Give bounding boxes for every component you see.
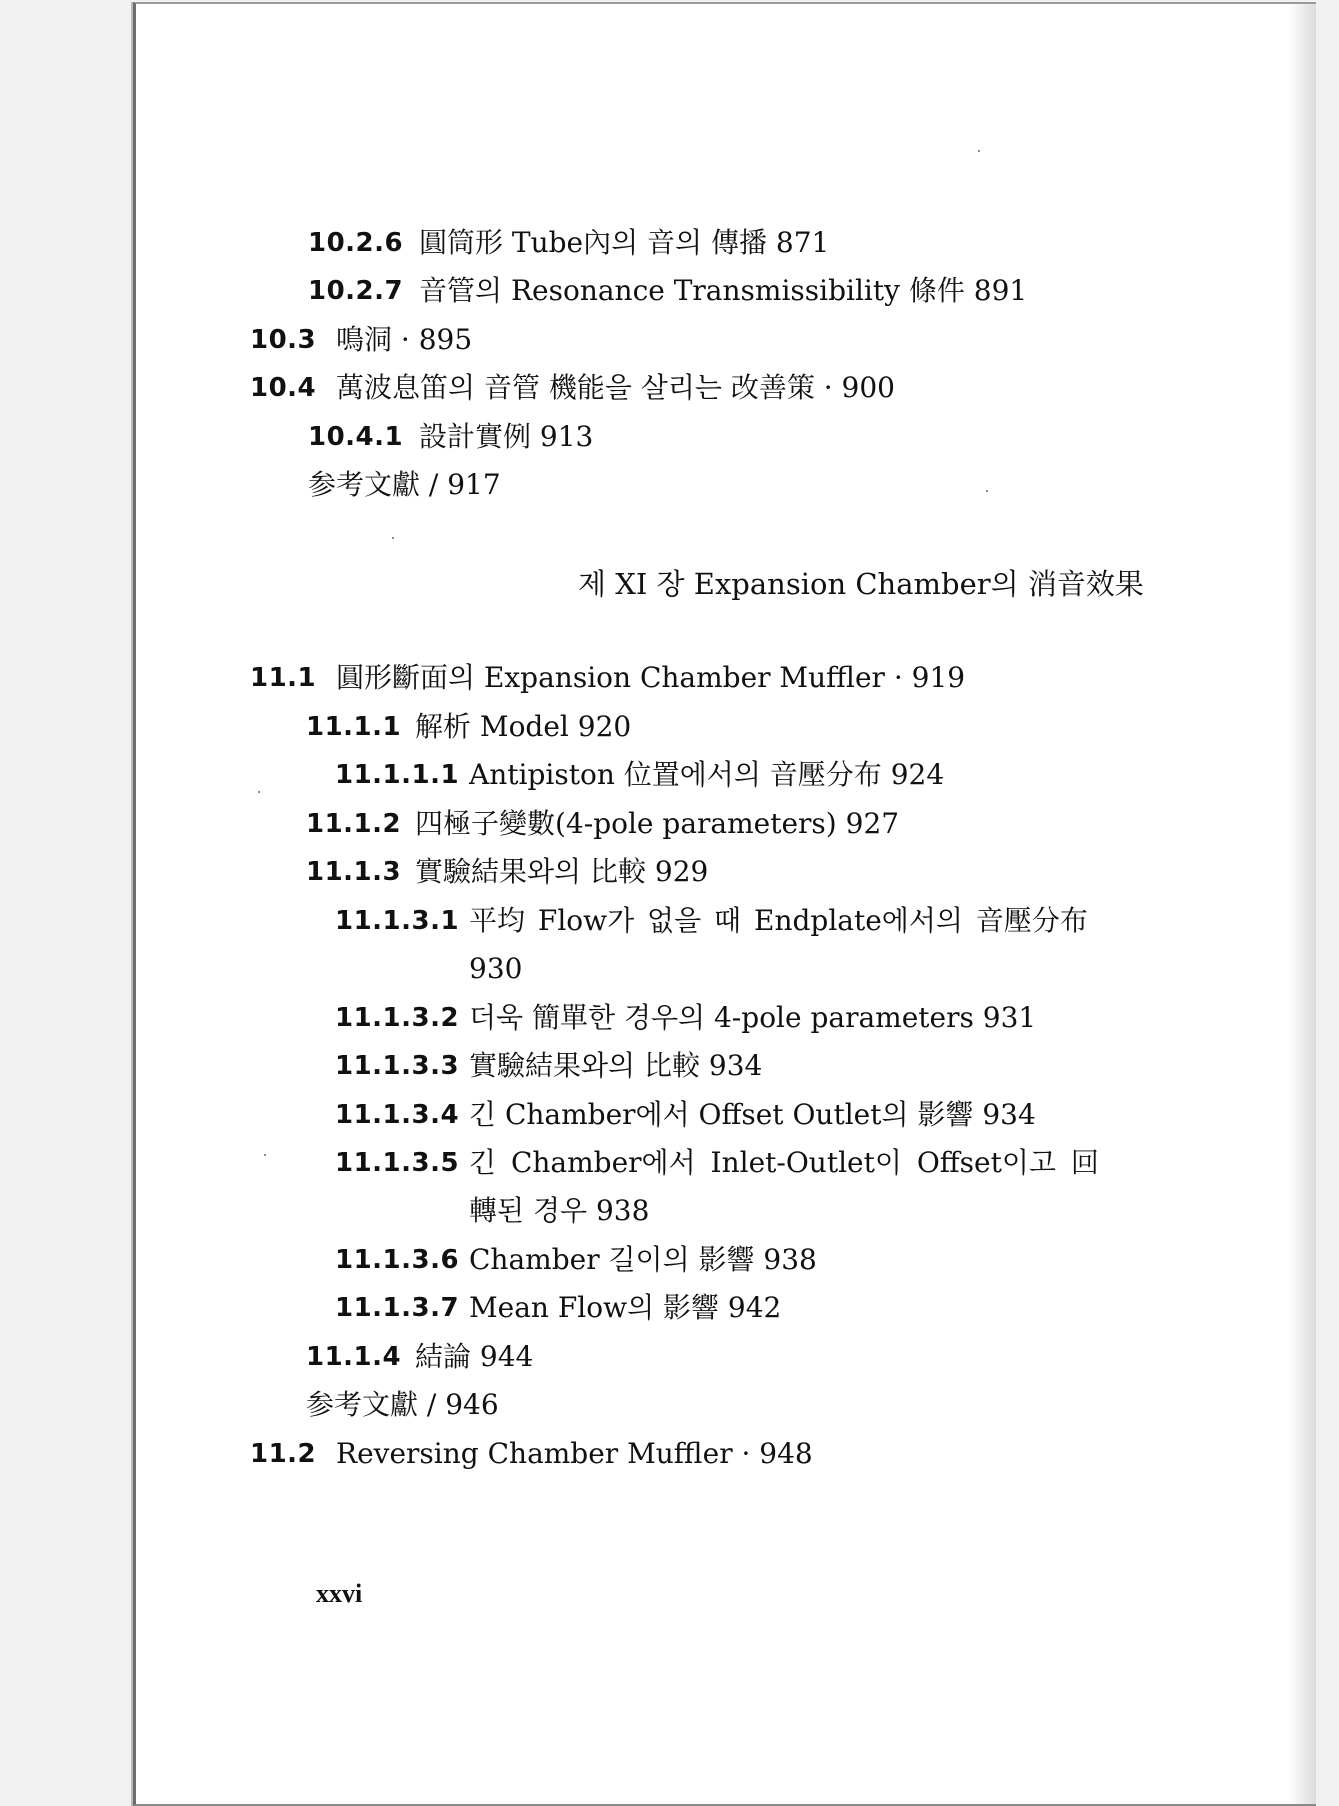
toc-number: 11.1.3.3 <box>335 1051 460 1081</box>
toc-number: 11.1 <box>250 663 317 693</box>
toc-title: 圓筒形 Tube內의 音의 傳播 871 <box>419 226 830 259</box>
toc-title: 参考文獻 / 917 <box>308 468 501 501</box>
scan-speck <box>986 490 988 492</box>
toc-number: 11.1.3.1 <box>335 906 460 936</box>
toc-number: 11.2 <box>250 1439 317 1469</box>
toc-number: 11.1.3.2 <box>335 1003 460 1033</box>
toc-number: 11.1.4 <box>306 1342 402 1372</box>
toc-number: 11.1.3.7 <box>335 1293 460 1323</box>
scan-speck <box>258 791 260 793</box>
toc-title: 鳴洞 · 895 <box>336 323 473 356</box>
toc-title: 解析 Model 920 <box>415 710 632 743</box>
scan-speck <box>264 1154 266 1156</box>
toc-number: 10.3 <box>250 325 317 355</box>
toc-title: 930 <box>469 952 523 985</box>
toc-number: 11.1.3.5 <box>335 1148 460 1178</box>
toc-title: 四極子變數(4-pole parameters) 927 <box>415 807 900 840</box>
toc-number: 11.1.1 <box>306 712 402 742</box>
toc-title: 긴 Chamber에서 Inlet-Outlet이 Offset이고 回 <box>469 1146 1099 1179</box>
toc-title: 긴 Chamber에서 Offset Outlet의 影響 934 <box>469 1098 1036 1131</box>
chapter-heading: 제 XI 장 Expansion Chamber의 消音效果 <box>578 567 1144 601</box>
toc-number: 10.2.7 <box>308 276 404 306</box>
document-page <box>133 2 1316 1806</box>
scan-speck <box>392 537 394 539</box>
scan-speck <box>978 150 980 152</box>
toc-title: 圓形斷面의 Expansion Chamber Muffler · 919 <box>336 661 966 694</box>
toc-number: 10.4 <box>250 373 317 403</box>
toc-title: Antipiston 位置에서의 音壓分布 924 <box>469 758 945 791</box>
toc-title: 더욱 簡單한 경우의 4-pole parameters 931 <box>469 1001 1037 1034</box>
toc-number: 11.1.3.4 <box>335 1100 460 1130</box>
toc-number: 10.2.6 <box>308 228 404 258</box>
toc-title: 参考文獻 / 946 <box>306 1388 499 1421</box>
toc-title: 實驗結果와의 比較 929 <box>415 855 709 888</box>
toc-title: 萬波息笛의 音管 機能을 살리는 改善策 · 900 <box>336 371 895 404</box>
toc-number: 10.4.1 <box>308 422 404 452</box>
toc-number: 11.1.2 <box>306 809 402 839</box>
page-number: xxvi <box>316 1579 363 1608</box>
toc-title: 平均 Flow가 없을 때 Endplate에서의 音壓分布 <box>469 904 1088 937</box>
toc-title: Reversing Chamber Muffler · 948 <box>336 1437 813 1470</box>
toc-title: 結論 944 <box>415 1340 534 1373</box>
toc-title: 設計實例 913 <box>419 420 594 453</box>
toc-title: Mean Flow의 影響 942 <box>469 1291 782 1324</box>
toc-number: 11.1.1.1 <box>335 760 460 790</box>
toc-title: 轉된 경우 938 <box>469 1194 650 1227</box>
toc-title: Chamber 길이의 影響 938 <box>469 1243 817 1276</box>
toc-title: 實驗結果와의 比較 934 <box>469 1049 763 1082</box>
toc-title: 音管의 Resonance Transmissibility 條件 891 <box>419 274 1028 307</box>
toc-number: 11.1.3 <box>306 857 402 887</box>
toc-number: 11.1.3.6 <box>335 1245 460 1275</box>
